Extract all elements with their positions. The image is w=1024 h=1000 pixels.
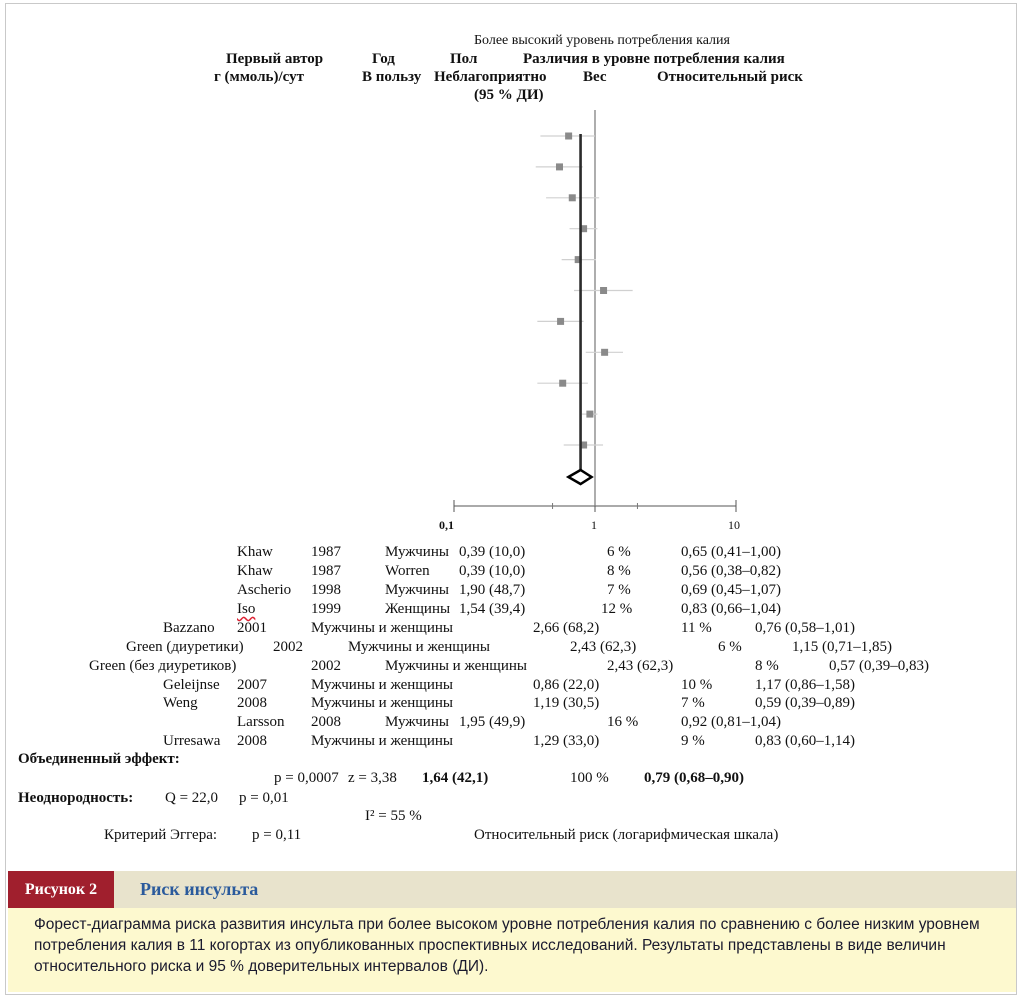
study-1-sex: Мужчины — [385, 544, 449, 560]
study-11-sex: Мужчины и женщины — [311, 733, 453, 749]
study-10-year: 2008 — [311, 714, 341, 730]
log-scale-note: Относительный риск (логарифмическая шкала) — [474, 827, 779, 843]
study-5-weight: 11 % — [681, 620, 712, 636]
figure-number-label: Рисунок 2 — [8, 871, 114, 908]
col-author-header: Первый автор — [226, 51, 324, 67]
study-11-author: Urresawa — [163, 733, 221, 749]
study-3-author: Ascherio — [237, 582, 292, 598]
figure-caption-text: Форест-диаграмма риска развития инсульта при более высоком уровне потребления калия по сравнению с более низким уровнем потребления калия в 11 когортах из опубликованных проспективных исследований. Результаты представлены в виде величин относительного риска и 95 % доверительных интервалов (ДИ). — [8, 908, 1016, 992]
study-9-weight: 7 % — [681, 695, 705, 711]
study-7-year: 2002 — [311, 658, 341, 674]
heterogeneity-i2: I² = 55 % — [365, 808, 422, 824]
point-estimate-study-9 — [559, 380, 566, 387]
study-4-sex: Женщины — [385, 601, 451, 617]
study-3-weight: 7 % — [607, 582, 631, 598]
col-difference-header: Различия в уровне потребления калия — [523, 51, 785, 67]
study-10-difference: 1,95 (49,9) — [459, 714, 526, 730]
pooled-p-value: p = 0,0007 — [274, 770, 339, 786]
favor-higher-label: Более высокий уровень потребления калия — [474, 33, 730, 48]
pooled-weight: 100 % — [570, 770, 609, 786]
study-3-rr: 0,69 (0,45–1,07) — [681, 582, 781, 598]
point-estimate-study-3 — [569, 194, 576, 201]
ci-label-header: (95 % ДИ) — [474, 87, 544, 103]
study-6-rr: 1,15 (0,71–1,85) — [792, 639, 892, 655]
study-3-sex: Мужчины — [385, 582, 449, 598]
heterogeneity-p: p = 0,01 — [239, 790, 289, 806]
study-11-difference: 1,29 (33,0) — [533, 733, 600, 749]
point-estimate-study-8 — [601, 349, 608, 356]
study-5-sex: Мужчины и женщины — [311, 620, 453, 636]
study-5-difference: 2,66 (68,2) — [533, 620, 600, 636]
study-9-difference: 1,19 (30,5) — [533, 695, 600, 711]
study-2-weight: 8 % — [607, 563, 631, 579]
point-estimate-study-7 — [557, 318, 564, 325]
tick-label-0-1: 0,1 — [439, 518, 454, 532]
pooled-z-value: z = 3,38 — [348, 770, 397, 786]
study-11-year: 2008 — [237, 733, 267, 749]
study-4-year: 1999 — [311, 601, 341, 617]
study-8-author: Geleijnse — [163, 677, 220, 693]
study-1-weight: 6 % — [607, 544, 631, 560]
study-9-author: Weng — [163, 695, 198, 711]
study-3-year: 1998 — [311, 582, 341, 598]
heterogeneity-label: Неоднородность: — [18, 790, 134, 806]
study-2-rr: 0,56 (0,38–0,82) — [681, 563, 781, 579]
study-11-rr: 0,83 (0,60–1,14) — [755, 733, 855, 749]
study-2-sex: Worren — [385, 563, 430, 579]
study-8-sex: Мужчины и женщины — [311, 677, 453, 693]
study-4-rr: 0,83 (0,66–1,04) — [681, 601, 781, 617]
study-1-rr: 0,65 (0,41–1,00) — [681, 544, 781, 560]
study-9-year: 2008 — [237, 695, 267, 711]
study-1-author: Khaw — [237, 544, 273, 560]
col-weight-header: Вес — [583, 69, 607, 85]
pooled-rr: 0,79 (0,68–0,90) — [644, 770, 744, 786]
egger-p: p = 0,11 — [252, 827, 302, 843]
pooled-diamond — [568, 470, 591, 484]
study-8-difference: 0,86 (22,0) — [533, 677, 600, 693]
study-2-difference: 0,39 (10,0) — [459, 563, 526, 579]
study-3-difference: 1,90 (48,7) — [459, 582, 526, 598]
study-4-author: Iso — [237, 601, 256, 617]
point-estimate-study-2 — [556, 163, 563, 170]
col-sex-header: Пол — [450, 51, 478, 67]
point-estimate-study-6 — [600, 287, 607, 294]
study-2-year: 1987 — [311, 563, 341, 579]
pooled-difference: 1,64 (42,1) — [422, 770, 489, 786]
study-9-rr: 0,59 (0,39–0,89) — [755, 695, 855, 711]
study-11-weight: 9 % — [681, 733, 705, 749]
point-estimate-study-10 — [586, 411, 593, 418]
study-6-weight: 6 % — [718, 639, 742, 655]
study-6-difference: 2,43 (62,3) — [570, 639, 637, 655]
pooled-effect-label: Объединенный эффект: — [18, 751, 180, 767]
study-2-author: Khaw — [237, 563, 273, 579]
study-7-sex: Мужчины и женщины — [385, 658, 527, 674]
col-rr-header: Относительный риск — [657, 69, 803, 85]
figure-title: Риск инсульта — [140, 879, 259, 899]
study-1-difference: 0,39 (10,0) — [459, 544, 526, 560]
study-5-year: 2001 — [237, 620, 267, 636]
study-4-weight: 12 % — [601, 601, 633, 617]
tick-label-10: 10 — [728, 518, 740, 532]
study-7-weight: 8 % — [755, 658, 779, 674]
study-10-sex: Мужчины — [385, 714, 449, 730]
study-1-year: 1987 — [311, 544, 341, 560]
favor-in-header: В пользу — [362, 69, 422, 85]
study-9-sex: Мужчины и женщины — [311, 695, 453, 711]
tick-label-1: 1 — [591, 518, 597, 532]
study-4-difference: 1,54 (39,4) — [459, 601, 526, 617]
study-10-rr: 0,92 (0,81–1,04) — [681, 714, 781, 730]
study-6-year: 2002 — [273, 639, 303, 655]
study-5-rr: 0,76 (0,58–1,01) — [755, 620, 855, 636]
point-estimate-study-1 — [565, 133, 572, 140]
study-8-rr: 1,17 (0,86–1,58) — [755, 677, 855, 693]
study-10-weight: 16 % — [607, 714, 639, 730]
col-unit-header: г (ммоль)/сут — [214, 69, 304, 85]
study-8-year: 2007 — [237, 677, 267, 693]
study-7-difference: 2,43 (62,3) — [607, 658, 674, 674]
study-6-author: Green (диуретики) — [126, 639, 244, 655]
study-7-rr: 0,57 (0,39–0,83) — [829, 658, 929, 674]
heterogeneity-q: Q = 22,0 — [165, 790, 219, 806]
unfavorable-header: Неблагоприятно — [434, 69, 547, 85]
col-year-header: Год — [372, 51, 395, 67]
study-7-author: Green (без диуретиков) — [89, 658, 237, 674]
study-10-author: Larsson — [237, 714, 285, 730]
egger-label: Критерий Эггера: — [104, 827, 218, 843]
study-8-weight: 10 % — [681, 677, 713, 693]
study-5-author: Bazzano — [163, 620, 215, 636]
study-6-sex: Мужчины и женщины — [348, 639, 490, 655]
